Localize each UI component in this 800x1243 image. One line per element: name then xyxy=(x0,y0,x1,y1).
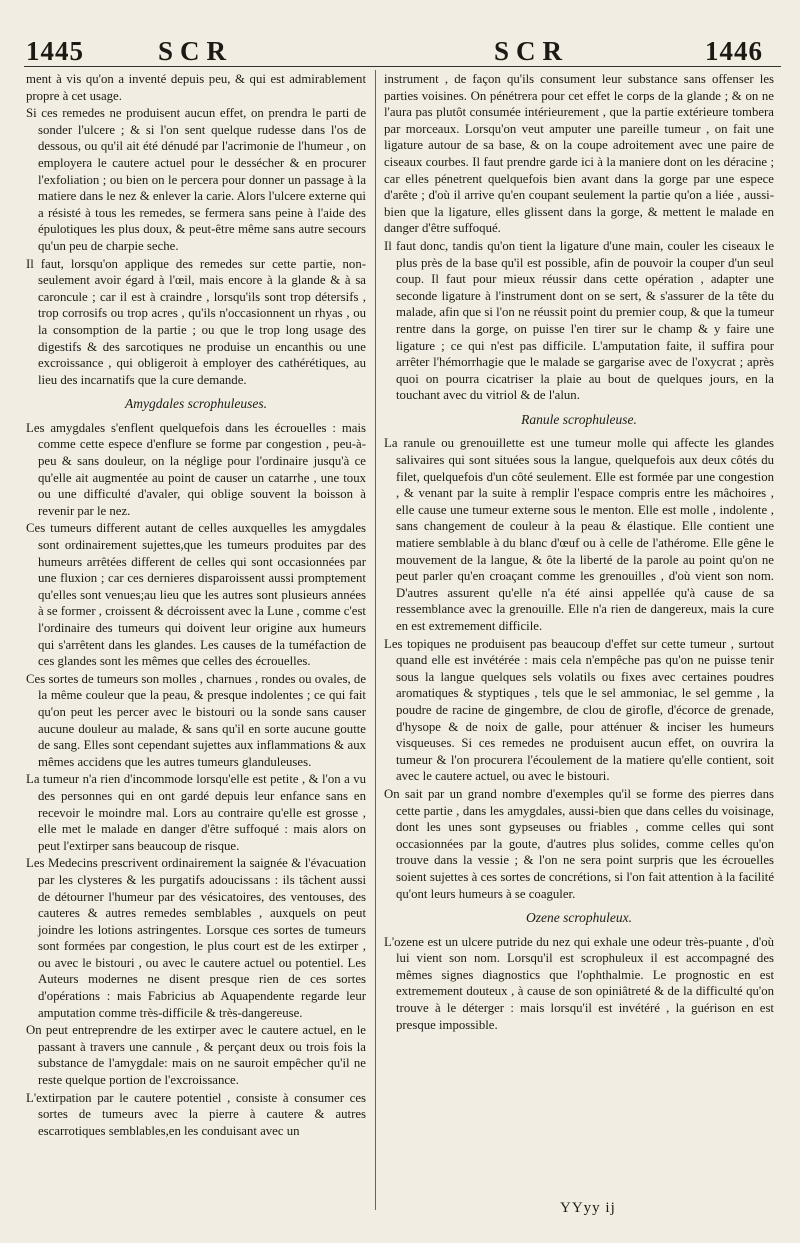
paragraph: Ces sortes de tumeurs son molles , charnues , rondes ou ovales, de la même couleur que la peau, & presque indolentes ; ce qui fait qu'on peut les percer avec le bistouri ou la sonde sans causer aucune douleur au malade, & sans qu'il en sorte aucune goutte de sang. Elles sont cependant sujettes aux inflammations & aux mêmes accidens que les autres tumeurs glanduleuses. xyxy=(26,671,366,769)
running-header xyxy=(0,36,800,70)
header-rule xyxy=(24,66,781,67)
column-divider xyxy=(375,70,376,1210)
paragraph: On peut entreprendre de les extirper avec le cautere actuel, en le passant à travers une cannule , & perçant deux ou trois fois la substance de l'amygdale: mais on ne sauroit empêcher qu'il ne reste quelque portion de l'excroissance. xyxy=(26,1023,366,1088)
page-number-right: 1446 xyxy=(705,36,763,66)
paragraph: Les topiques ne produisent pas beaucoup d'effet sur cette tumeur , surtout quand elle est invétérée : mais cela n'empêche pas qu'on ne puisse tenir sous la langue quelques sels volatils ou fixes avec certaines poudres aromatiques & styptiques , tels que le sel ammoniac, le sel gemme , la poudre de racine de gingembre, de clou de girofle, d'écorce de grenade, d'hysope & de noix de galle, pour atténuer & inciser les humeurs visqueuses. Si ces remedes ne produisent aucun effet, on ouvrira la tumeur & l'on procurera l'écoulement de la matiere qu'elle contient, soit avec le cautere actuel, ou avec le bistouri. xyxy=(384,636,774,784)
paragraph: L'ozene est un ulcere putride du nez qui exhale une odeur très-puante , d'où lui vient son nom. Lorsqu'il est scrophuleux il est accompagné des mêmes signes diagnostics que l'ophthalmie. Le prognostic en est extremement douteux , à cause de son opiniâtreté & de la difficulté qu'on trouve à le déterger : mais lorsqu'il est invétéré , la guérison en est presque impossible. xyxy=(384,934,774,1032)
running-title-left: SCR xyxy=(158,36,234,66)
paragraph: Les amygdales s'enflent quelquefois dans les écrouelles : mais comme cette espece d'enflure se forme par congestion , peu-à-peu & sans douleur, on la néglige pour l'ordinaire jusqu'à ce qu'elle ait augmentée au point de causer un catarrhe , une toux ou une difficulté d'avaler, qui oblige souvent la boisson à revenir par le nez. xyxy=(26,420,366,518)
paragraph: La tumeur n'a rien d'incommode lorsqu'elle est petite , & l'on a vu des personnes qui en ont gardé depuis leur enfance sans en recevoir le moindre mal. Lors au contraire qu'elle est grosse , elle met le malade en danger d'être suffoqué : mais alors on peut l'extirper sans beaucoup de risque. xyxy=(26,772,366,853)
paragraph: Ces tumeurs different autant de celles auxquelles les amygdales sont ordinairement sujettes,que les tumeurs produites par des humeurs arrêtées different de celles qui sont occasionnées par une fluxion ; car ces dernieres disparoissent aussi promptement qu'elles sont venues;au lieu que les autres sont plusieurs années à se former , croissent & décroissent avec la Lune , comme c'est l'ordinaire des tumeurs qui doivent leur origine aux humeurs qui s'arrêtent dans les glandes. Les causes de la tuméfaction de ces glandes sont les mêmes que celles des écrouelles. xyxy=(26,521,366,669)
paragraph: Si ces remedes ne produisent aucun effet, on prendra le parti de sonder l'ulcere ; & si l'on sent quelque rudesse dans l'os de dessous, ou qu'il ait été dénudé par l'acrimonie de l'humeur , on employera le cautere actuel pour le dessécher & en procurer l'exfoliation ; ou bien on le percera pour donner un passage à la matiere dans le nez & enlever la carie. Alors l'ulcere externe qui a résisté à tous les remedes, se fermera sans peine à l'aide des épulotiques les plus doux, & peut-être même sans autre secours qu'un peu de charpie seche. xyxy=(26,106,366,253)
paragraph: L'extirpation par le cautere potentiel , consiste à consumer ces sortes de tumeurs avec la pierre à cautere & autres escarrotiques semblables,en les conduisant avec un xyxy=(26,1090,366,1138)
section-heading: Amygdales scrophuleuses. xyxy=(125,396,267,412)
section-heading: Ranule scrophuleuse. xyxy=(521,411,637,427)
right-column xyxy=(384,71,774,1034)
signature-mark: YYyy ij xyxy=(560,1200,616,1216)
paragraph: Il faut donc, tandis qu'on tient la ligature d'une main, couler les ciseaux le plus près de la base qu'il est possible, afin de pouvoir la couper d'un seul coup. Il faut pour mieux réussir dans cette opération , adapter une seconde ligature à l'instrument dont on se sert, & s'assurer de la tête du malade, afin que si l'on ne réussit point du premier coup, & que la tumeur rentre dans la gorge, on puisse l'en tirer sur le champ & y faire une ligature ; ce qui n'est pas difficile. L'amputation faite, il suffira pour arrêter l'hémorrhagie que le malade se gargarise avec de l'oxycrat ; après quoi on pourra cicatriser la plaie au bout de quelques jours, en la touchant avec du vitriol & de l'alun. xyxy=(384,238,774,403)
page-number-left: 1445 xyxy=(26,36,84,66)
paragraph: ment à vis qu'on a inventé depuis peu, & qui est admirablement propre à cet usage. xyxy=(26,72,366,103)
paragraph: Il faut, lorsqu'on applique des remedes sur cette partie, non-seulement avoir égard à l'œil, mais encore à la glande & à sa caroncule ; car il est à craindre , lorsqu'ils sont trop détersifs , trop corrosifs ou trop acres , qu'ils n'occasionnent un rhyas , ou la consomption de la partie ; ou que le trop long usage des digestifs & des sarcotiques ne produise un encanthis ou une excroissance , qui obligeroit à employer des cathérétiques, au lieu des incarnatifs que la cure demande. xyxy=(26,256,366,387)
paragraph: On sait par un grand nombre d'exemples qu'il se forme des pierres dans cette partie , dans les amygdales, aussi-bien que dans celles du voisinage, dont les unes sont gypseuses ou friables , comme celles qui sont occasionnées par la goute, d'autres plus solides, comme celles qu'on trouve dans la vessie ; & l'on ne sera point surpris que les écrouelles soient sujettes à ces sortes de concrétions, si l'on fait attention à la facilité qu'ont leurs humeurs à se coaguler. xyxy=(384,786,774,901)
paragraph: La ranule ou grenouillette est une tumeur molle qui affecte les glandes salivaires qui sont situées sous la langue, quelquefois aux deux côtés du filet, quelquefois d'un côté seulement. Elle est formée par une congestion , & venant par la suite à remplir l'espace compris entre les mâchoires , elle cause une tumeur externe sous le menton. Elle est molle , indolente , sans changement de couleur à la peau & élastique. Elle contient une matiere semblable à du blanc d'œuf ou à celle de l'athérome. Elle gêne le mouvement de la langue, & ôte la liberté de la parole au point qu'on ne peut parler qu'en croaçant comme les grenouilles , d'où vient son nom. D'autres assurent qu'elle n'a été ainsi appellée qu'à cause de sa ressemblance avec la grenouille. Elle n'a rien de dangereux, mais la cure en est extremement difficile. xyxy=(384,436,774,633)
left-column xyxy=(26,71,366,1140)
section-heading: Ozene scrophuleux. xyxy=(526,910,632,926)
paragraph: instrument , de façon qu'ils consument leur substance sans offenser les parties voisines. On pénétrera pour cet effet le corps de la glande ; & on ne l'aura pas plutôt consumée intérieurement , que la partie extérieure tombera par morceaux. Lorsqu'on veut amputer une pareille tumeur , on fait une ligature autour de sa base, & on la coupe adroitement avec une paire de ciseaux courbes. Il faut prendre garde ici à la maniere dont on les déracine ; car elles pénetrent quelquefois bien avant dans la gorge par une espece d'arête ; d'où il arrive qu'en coupant seulement la partie qu'on a liée , aussi-bien que la ligature, elles glissent dans la gorge, & mettent le malade en danger d'être suffoqué. xyxy=(384,72,774,236)
paragraph: Les Medecins prescrivent ordinairement la saignée & l'évacuation par les clysteres & les purgatifs adoucissans : ils tâchent aussi de détourner l'humeur par des vésicatoires, des ventouses, des cauteres & autres remedes semblables , auxquels on peut joindre les lotions astringentes. Lorsque ces sortes de tumeurs sont formées par congestion, le plus court est de les extirper , ou avec le bistouri , ou avec le cautere actuel ou potentiel. Les Auteurs modernes ne disent presque rien de ces sortes d'opérations : mais Fabricius ab Aquapendente regarde leur amputation comme très-difficile & très-dangereuse. xyxy=(26,856,366,1020)
running-title-right: SCR xyxy=(494,36,570,66)
